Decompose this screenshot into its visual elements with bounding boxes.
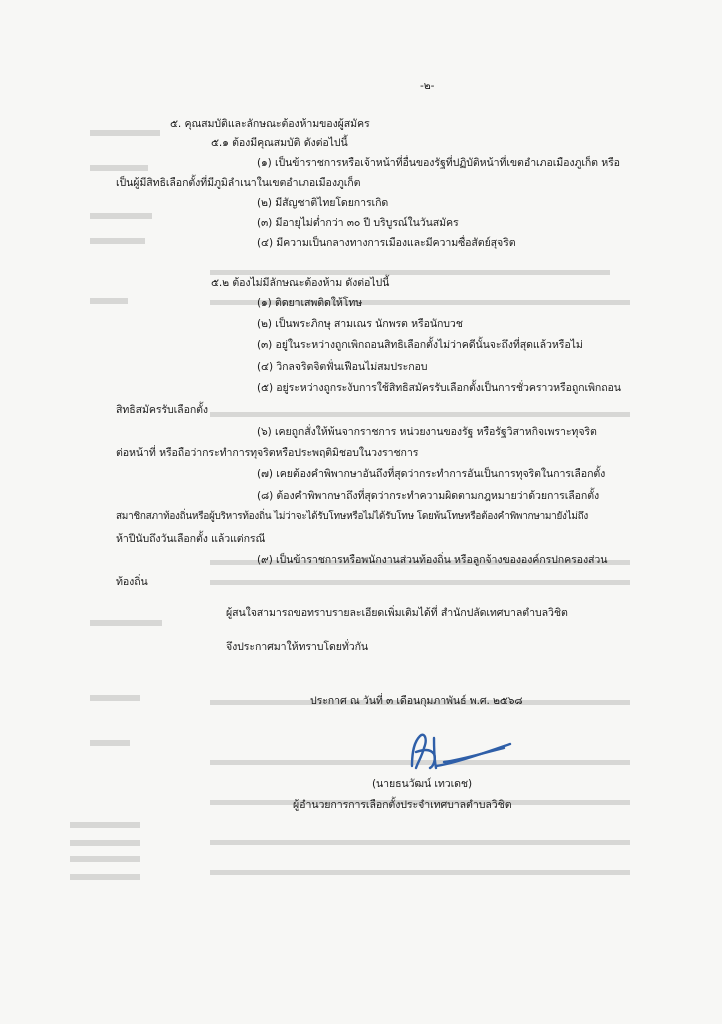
item-5-1-4: (๔) มีความเป็นกลางทางการเมืองและมีความซื่อสัตย์สุจริต xyxy=(257,237,516,249)
subsection-5-1-title: ๕.๑ ต้องมีคุณสมบัติ ดังต่อไปนี้ xyxy=(211,137,348,149)
item-5-2-5-line1: (๕) อยู่ระหว่างถูกระงับการใช้สิทธิสมัครรับเลือกตั้งเป็นการชั่วคราวหรือถูกเพิกถอน xyxy=(257,382,621,394)
contact-line: ผู้สนใจสามารถขอทราบรายละเอียดเพิ่มเติมได้ที่ สำนักปลัดเทศบาลตำบลวิชิต xyxy=(226,607,568,619)
item-5-1-3: (๓) มีอายุไม่ต่ำกว่า ๓๐ ปี บริบูรณ์ในวันสมัคร xyxy=(257,217,459,229)
page-number: -๒- xyxy=(420,80,435,92)
item-5-2-7: (๗) เคยต้องคำพิพากษาอันถึงที่สุดว่ากระทำการอันเป็นการทุจริตในการเลือกตั้ง xyxy=(257,468,606,480)
signer-title: ผู้อำนวยการการเลือกตั้งประจำเทศบาลตำบลวิชิต xyxy=(293,799,512,811)
item-5-2-3: (๓) อยู่ในระหว่างถูกเพิกถอนสิทธิเลือกตั้งไม่ว่าคดีนั้นจะถึงที่สุดแล้วหรือไม่ xyxy=(257,339,583,351)
signature-image xyxy=(400,726,520,774)
signer-name: (นายธนวัฒน์ เทวเดช) xyxy=(372,778,473,790)
item-5-2-9-line2: ท้องถิ่น xyxy=(116,576,148,588)
notice-line: จึงประกาศมาให้ทราบโดยทั่วกัน xyxy=(226,641,369,653)
subsection-5-2-title: ๕.๒ ต้องไม่มีลักษณะต้องห้าม ดังต่อไปนี้ xyxy=(211,277,390,289)
item-5-2-8-line1: (๘) ต้องคำพิพากษาถึงที่สุดว่ากระทำความผิดตามกฎหมายว่าด้วยการเลือกตั้ง xyxy=(257,490,600,502)
item-5-2-8-line2: สมาชิกสภาท้องถิ่นหรือผู้บริหารท้องถิ่น ไม่ว่าจะได้รับโทษหรือไม่ได้รับโทษ โดยพ้นโทษหรือต้องคำพิพากษามายังไม่ถึง xyxy=(116,511,588,522)
section-heading: ๕. คุณสมบัติและลักษณะต้องห้ามของผู้สมัคร xyxy=(170,118,370,130)
item-5-2-8-line3: ห้าปีนับถึงวันเลือกตั้ง แล้วแต่กรณี xyxy=(116,533,266,545)
item-5-2-6-line1: (๖) เคยถูกสั่งให้พ้นจากราชการ หน่วยงานของรัฐ หรือรัฐวิสาหกิจเพราะทุจริต xyxy=(257,426,597,438)
item-5-1-2: (๒) มีสัญชาติไทยโดยการเกิด xyxy=(257,197,389,209)
item-5-2-1: (๑) ติดยาเสพติดให้โทษ xyxy=(257,297,363,309)
item-5-2-2: (๒) เป็นพระภิกษุ สามเณร นักพรต หรือนักบวช xyxy=(257,318,463,330)
item-5-2-6-line2: ต่อหน้าที่ หรือถือว่ากระทำการทุจริตหรือประพฤติมิชอบในวงราชการ xyxy=(116,447,419,459)
item-5-2-5-line2: สิทธิสมัครรับเลือกตั้ง xyxy=(116,404,208,416)
item-5-2-4: (๔) วิกลจริตจิตฟั่นเฟือนไม่สมประกอบ xyxy=(257,361,428,373)
item-5-2-9-line1: (๙) เป็นข้าราชการหรือพนักงานส่วนท้องถิ่น หรือลูกจ้างขององค์กรปกครองส่วน xyxy=(257,554,608,566)
item-5-1-1-line2: เป็นผู้มีสิทธิเลือกตั้งที่มีภูมิลำเนาในเขตอำเภอเมืองภูเก็ต xyxy=(116,177,361,189)
announcement-date: ประกาศ ณ วันที่ ๓ เดือนกุมภาพันธ์ พ.ศ. ๒๕๖๘ xyxy=(310,695,523,707)
item-5-1-1-line1: (๑) เป็นข้าราชการหรือเจ้าหน้าที่อื่นของรัฐที่ปฏิบัติหน้าที่เขตอำเภอเมืองภูเก็ต หรือ xyxy=(257,157,620,169)
